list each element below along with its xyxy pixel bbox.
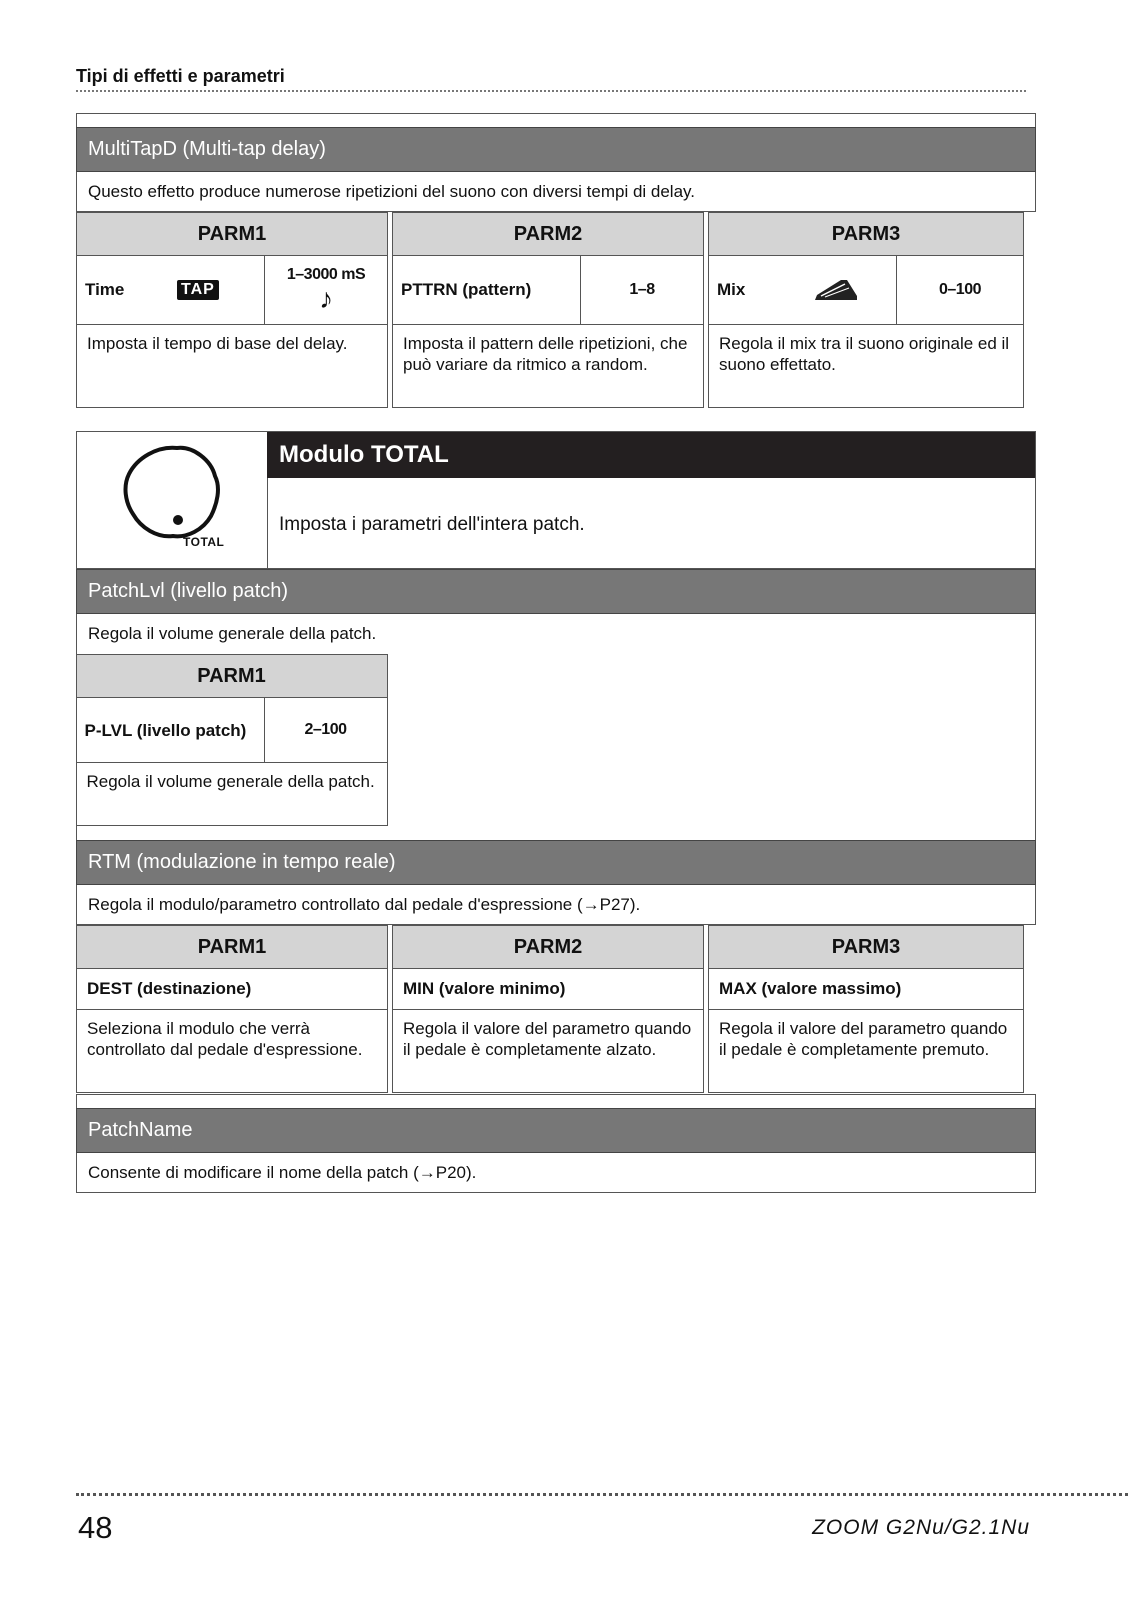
- param-name: DEST (destinazione): [77, 969, 387, 1010]
- block-top-rule: [76, 113, 1036, 127]
- total-module-title: Modulo TOTAL: [267, 432, 1035, 478]
- multitap-parm3: [708, 212, 1024, 408]
- rtm-parm2: [392, 925, 704, 1093]
- param-desc: Regola il mix tra il suono originale ed il suono effettato.: [719, 334, 1010, 374]
- patchname-description: Consente di modificare il nome della patch (→P20).: [76, 1153, 1036, 1193]
- rtm-title: RTM (modulazione in tempo reale): [76, 840, 1036, 885]
- parm-head: PARM3: [709, 213, 1023, 256]
- param-desc: Regola il valore del parametro quando il pedale è completamente alzato.: [403, 1019, 692, 1059]
- patchlvl-parm1: [76, 654, 388, 826]
- patchlvl-block: [76, 569, 1036, 841]
- eighth-note-icon: ♪: [319, 283, 333, 314]
- total-module-description: Imposta i parametri dell'intera patch.: [279, 514, 585, 535]
- rtm-parm3: [708, 925, 1024, 1093]
- total-knob-label: TOTAL: [183, 535, 225, 549]
- param-name: [709, 256, 897, 324]
- multitap-parm2: [392, 212, 704, 408]
- patchname-title: PatchName: [76, 1108, 1036, 1153]
- param-name: MAX (valore massimo): [709, 969, 1023, 1010]
- param-name-label: Time: [85, 280, 125, 299]
- footer-rule: [76, 1493, 1128, 1496]
- parm-head: PARM3: [709, 926, 1023, 969]
- block-top-rule: [76, 1094, 1036, 1108]
- parm-head: PARM1: [77, 655, 387, 698]
- parm-head: PARM1: [77, 213, 387, 256]
- rtm-description: Regola il modulo/parametro controllato dal pedale d'espressione (→P27).: [76, 885, 1036, 925]
- total-knob: [77, 432, 268, 568]
- param-range: 0–100: [939, 281, 981, 298]
- parm-head: PARM1: [77, 926, 387, 969]
- multitap-block: [76, 113, 1036, 408]
- expression-pedal-icon: [813, 278, 859, 302]
- param-range: 1–8: [629, 281, 655, 298]
- total-module-box: [76, 431, 1036, 569]
- param-desc: Seleziona il modulo che verrà controllato dal pedale d'espressione.: [87, 1019, 363, 1059]
- tap-badge: TAP: [177, 280, 219, 300]
- rtm-block: [76, 840, 1036, 1093]
- total-knob-icon: [77, 432, 267, 570]
- param-desc: Imposta il tempo di base del delay.: [87, 334, 348, 353]
- param-desc: Imposta il pattern delle ripetizioni, che può variare da ritmico a random.: [403, 334, 688, 374]
- param-name: PTTRN (pattern): [393, 256, 581, 324]
- rtm-parm1: [76, 925, 388, 1093]
- parm-head: PARM2: [393, 926, 703, 969]
- multitap-description: Questo effetto produce numerose ripetizioni del suono con diversi tempi di delay.: [76, 172, 1036, 212]
- param-name: [77, 256, 265, 324]
- patchlvl-description: Regola il volume generale della patch.: [76, 614, 1036, 654]
- param-range: 2–100: [304, 721, 347, 738]
- multitap-parm1: [76, 212, 388, 408]
- param-range: [265, 256, 387, 324]
- parm-head: PARM2: [393, 213, 703, 256]
- param-range-value: 1–3000 mS: [286, 266, 366, 283]
- param-name: MIN (valore minimo): [393, 969, 703, 1010]
- param-name: P-LVL (livello patch): [77, 698, 265, 762]
- page-number: 48: [78, 1510, 113, 1545]
- multitap-title: MultiTapD (Multi-tap delay): [76, 127, 1036, 172]
- param-name-label: Mix: [717, 280, 746, 299]
- param-desc: Regola il valore del parametro quando il pedale è completamente premuto.: [719, 1019, 1008, 1059]
- param-desc: Regola il volume generale della patch.: [86, 772, 375, 791]
- patchlvl-title: PatchLvl (livello patch): [76, 569, 1036, 614]
- patchname-block: [76, 1094, 1036, 1193]
- brand-label: ZOOM G2Nu/G2.1Nu: [812, 1516, 1030, 1539]
- section-title: Tipi di effetti e parametri: [76, 66, 1026, 92]
